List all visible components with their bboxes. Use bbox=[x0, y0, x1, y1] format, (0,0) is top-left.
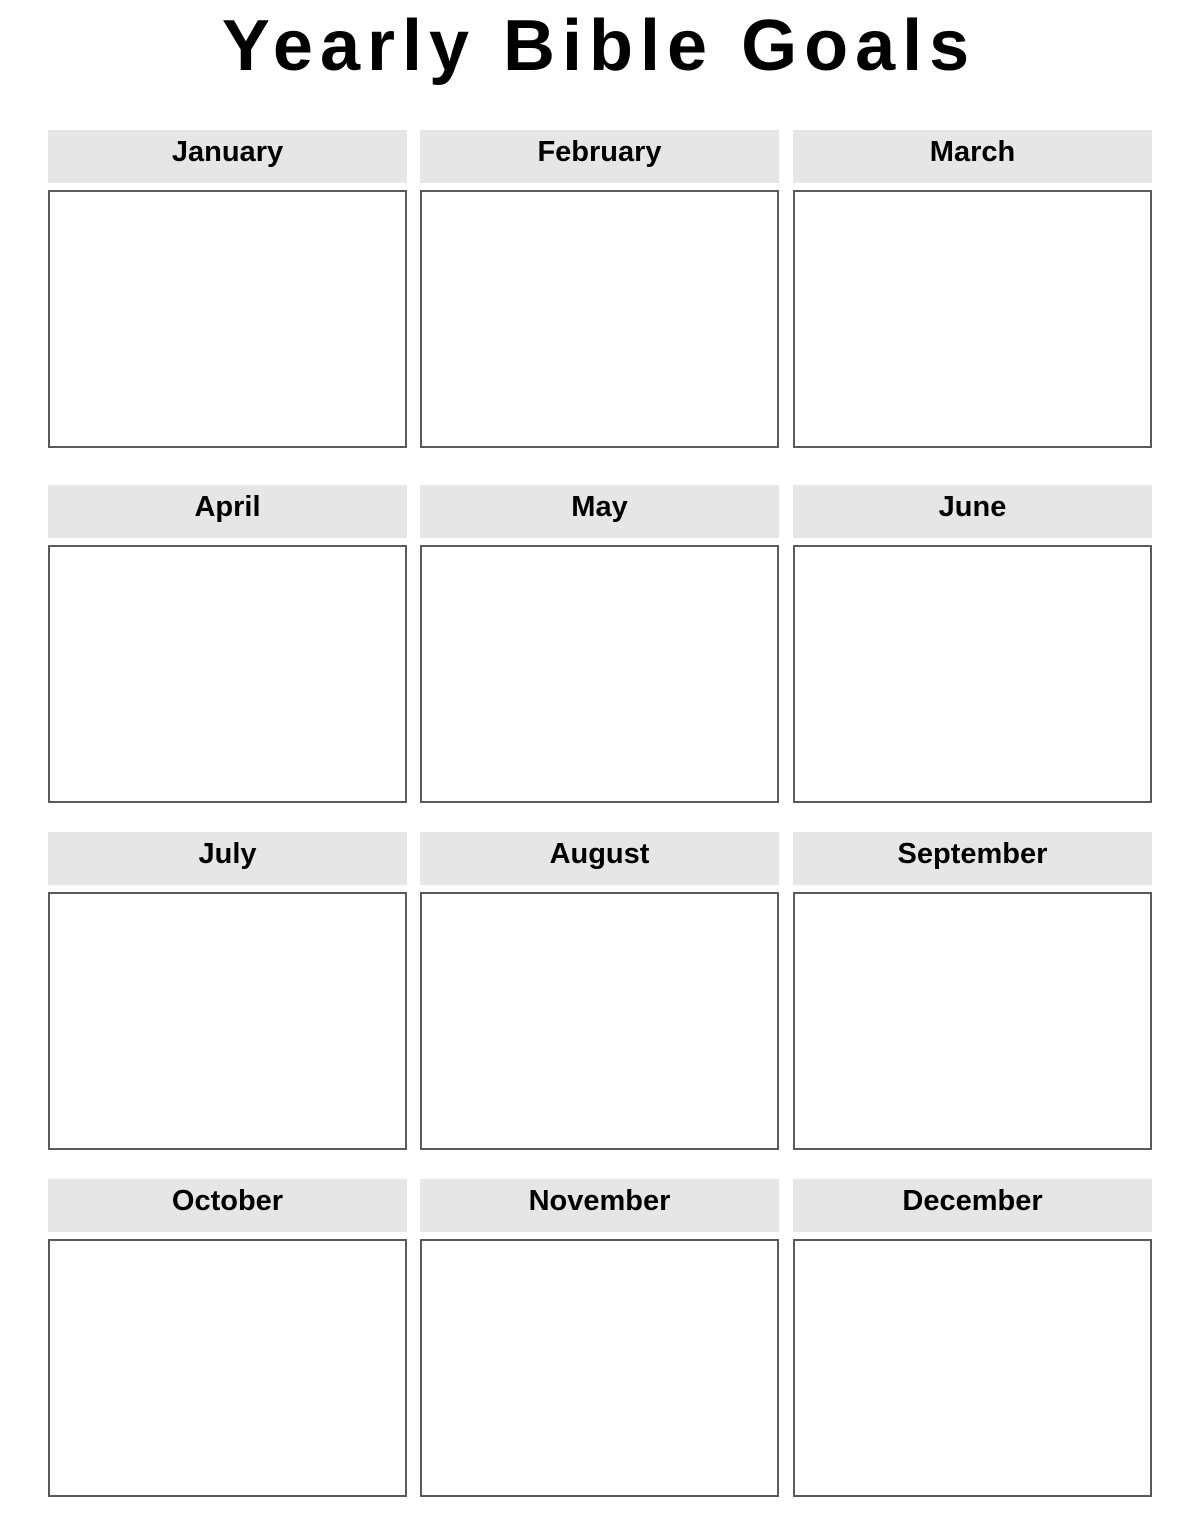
goal-box-february[interactable] bbox=[420, 190, 779, 448]
month-header-august: August bbox=[420, 832, 779, 885]
month-header-october: October bbox=[48, 1179, 407, 1232]
month-header-december: December bbox=[793, 1179, 1152, 1232]
goal-box-june[interactable] bbox=[793, 545, 1152, 803]
goal-box-april[interactable] bbox=[48, 545, 407, 803]
goal-box-november[interactable] bbox=[420, 1239, 779, 1497]
month-header-september: September bbox=[793, 832, 1152, 885]
goal-box-march[interactable] bbox=[793, 190, 1152, 448]
month-header-march: March bbox=[793, 130, 1152, 183]
month-grid bbox=[48, 0, 1151, 1540]
month-header-november: November bbox=[420, 1179, 779, 1232]
goal-box-october[interactable] bbox=[48, 1239, 407, 1497]
month-header-february: February bbox=[420, 130, 779, 183]
goal-box-july[interactable] bbox=[48, 892, 407, 1150]
month-header-july: July bbox=[48, 832, 407, 885]
goal-box-august[interactable] bbox=[420, 892, 779, 1150]
month-header-january: January bbox=[48, 130, 407, 183]
goal-box-may[interactable] bbox=[420, 545, 779, 803]
month-header-may: May bbox=[420, 485, 779, 538]
goal-box-september[interactable] bbox=[793, 892, 1152, 1150]
page-title: Yearly Bible Goals bbox=[221, 6, 977, 86]
goal-box-january[interactable] bbox=[48, 190, 407, 448]
goal-box-december[interactable] bbox=[793, 1239, 1152, 1497]
month-header-june: June bbox=[793, 485, 1152, 538]
month-header-april: April bbox=[48, 485, 407, 538]
